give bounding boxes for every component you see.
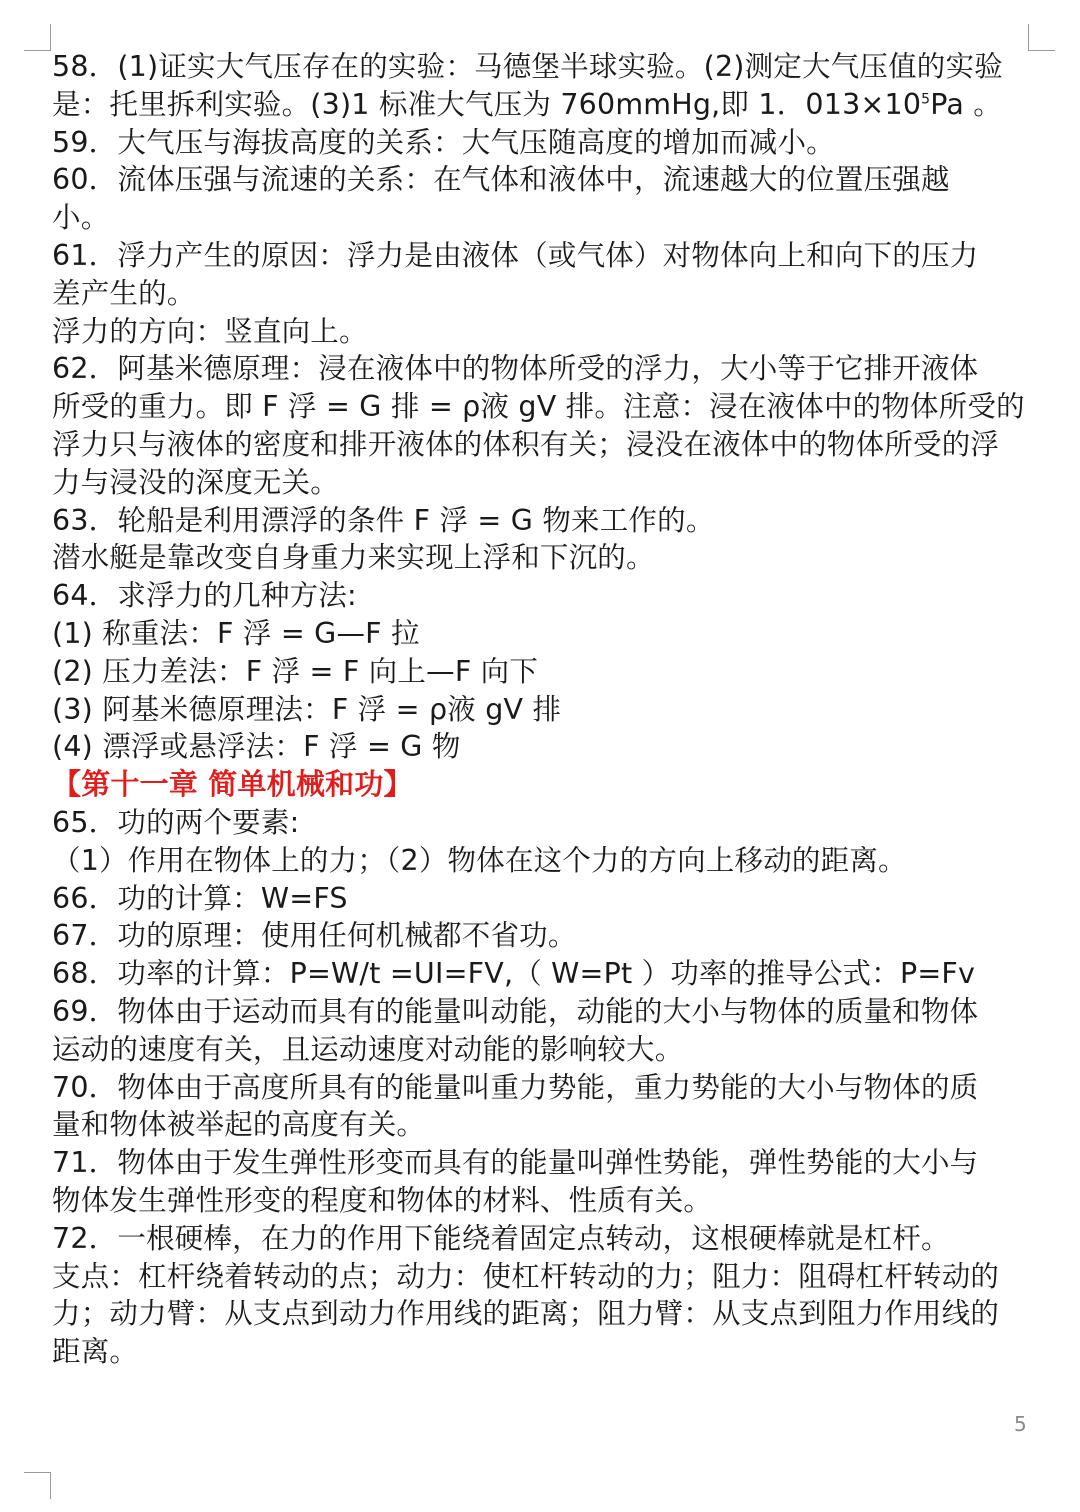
text-segment: Pa 。 <box>930 87 1003 121</box>
text-line: 潜水艇是靠改变自身重力来实现上浮和下沉的。 <box>52 541 655 575</box>
text-line: 62．阿基米德原理：浸在液体中的物体所受的浮力，大小等于它排开液体 <box>52 352 979 386</box>
text-line: 70．物体由于高度所具有的能量叫重力势能，重力势能的大小与物体的质 <box>52 1070 979 1104</box>
text-line: 物体发生弹性形变的程度和物体的材料、性质有关。 <box>52 1183 713 1217</box>
text-line: (4) 漂浮或悬浮法：F 浮 = G 物 <box>52 730 461 764</box>
text-line: 所受的重力。即 F 浮 = G 排 = ρ液 gV 排。注意：浸在液体中的物体所受的 <box>52 390 1025 424</box>
superscript: 5 <box>921 91 931 108</box>
text-line: 力与浸没的深度无关。 <box>52 465 340 499</box>
chapter-heading: 【第十一章 简单机械和功】 <box>52 767 413 802</box>
crop-mark-bottom-left <box>24 1472 51 1499</box>
page-number: 5 <box>1014 1412 1027 1436</box>
text-line: 58．(1)证实大气压存在的实验：马德堡半球实验。(2)测定大气压值的实验 <box>52 50 1003 83</box>
text-line: 65．功的两个要素: <box>52 805 300 839</box>
crop-mark-top-left <box>24 24 51 51</box>
text-line: 小。 <box>52 201 110 235</box>
text-line: 60．流体压强与流速的关系：在气体和液体中，流速越大的位置压强越 <box>52 163 950 197</box>
text-line: 64．求浮力的几种方法: <box>52 579 357 613</box>
text-segment: 是：托里拆利实验。(3)1 标准大气压为 760mmHg,即 1．013×10 <box>52 87 922 121</box>
text-line: 浮力只与液体的密度和排开液体的体积有关；浸没在液体中的物体所受的浮 <box>52 427 1000 461</box>
text-line: 72．一根硬棒，在力的作用下能绕着固定点转动，这根硬棒就是杠杆。 <box>52 1221 950 1255</box>
text-line: 运动的速度有关，且运动速度对动能的影响较大。 <box>52 1032 684 1066</box>
document-body <box>52 48 1032 1371</box>
crop-mark-top-right <box>1028 24 1055 51</box>
text-line: (2) 压力差法：F 浮 = F 向上—F 向下 <box>52 654 539 688</box>
text-line: （1）作用在物体上的力；（2）物体在这个力的方向上移动的距离。 <box>52 843 907 877</box>
text-line: (1) 称重法：F 浮 = G—F 拉 <box>52 616 420 650</box>
text-line: 63．轮船是利用漂浮的条件 F 浮 = G 物来工作的。 <box>52 503 715 537</box>
text-line: 差产生的。 <box>52 276 196 310</box>
text-line: 浮力的方向：竖直向上。 <box>52 314 368 348</box>
text-line: 66．功的计算：W=FS <box>52 881 348 915</box>
text-line: 69．物体由于运动而具有的能量叫动能，动能的大小与物体的质量和物体 <box>52 994 979 1028</box>
text-line: 力；动力臂：从支点到动力作用线的距离；阻力臂：从支点到阻力作用线的 <box>52 1297 1000 1331</box>
text-line: 支点：杠杆绕着转动的点；动力：使杠杆转动的力；阻力：阻碍杠杆转动的 <box>52 1259 1000 1293</box>
text-line <box>52 86 1032 124</box>
text-line: 68．功率的计算：P=W/t =UI=FV,（ W=Pt ）功率的推导公式：P=Fv <box>52 957 976 991</box>
text-line: (3) 阿基米德原理法：F 浮 = ρ液 gV 排 <box>52 692 562 726</box>
text-line: 61．浮力产生的原因：浮力是由液体（或气体）对物体向上和向下的压力 <box>52 238 979 272</box>
text-line: 59．大气压与海拔高度的关系：大气压随高度的增加而减小。 <box>52 125 835 159</box>
text-line: 距离。 <box>52 1335 139 1369</box>
text-line: 量和物体被举起的高度有关。 <box>52 1108 426 1142</box>
text-line: 67．功的原理：使用任何机械都不省功。 <box>52 919 577 953</box>
text-line: 71．物体由于发生弹性形变而具有的能量叫弹性势能，弹性势能的大小与 <box>52 1146 979 1180</box>
